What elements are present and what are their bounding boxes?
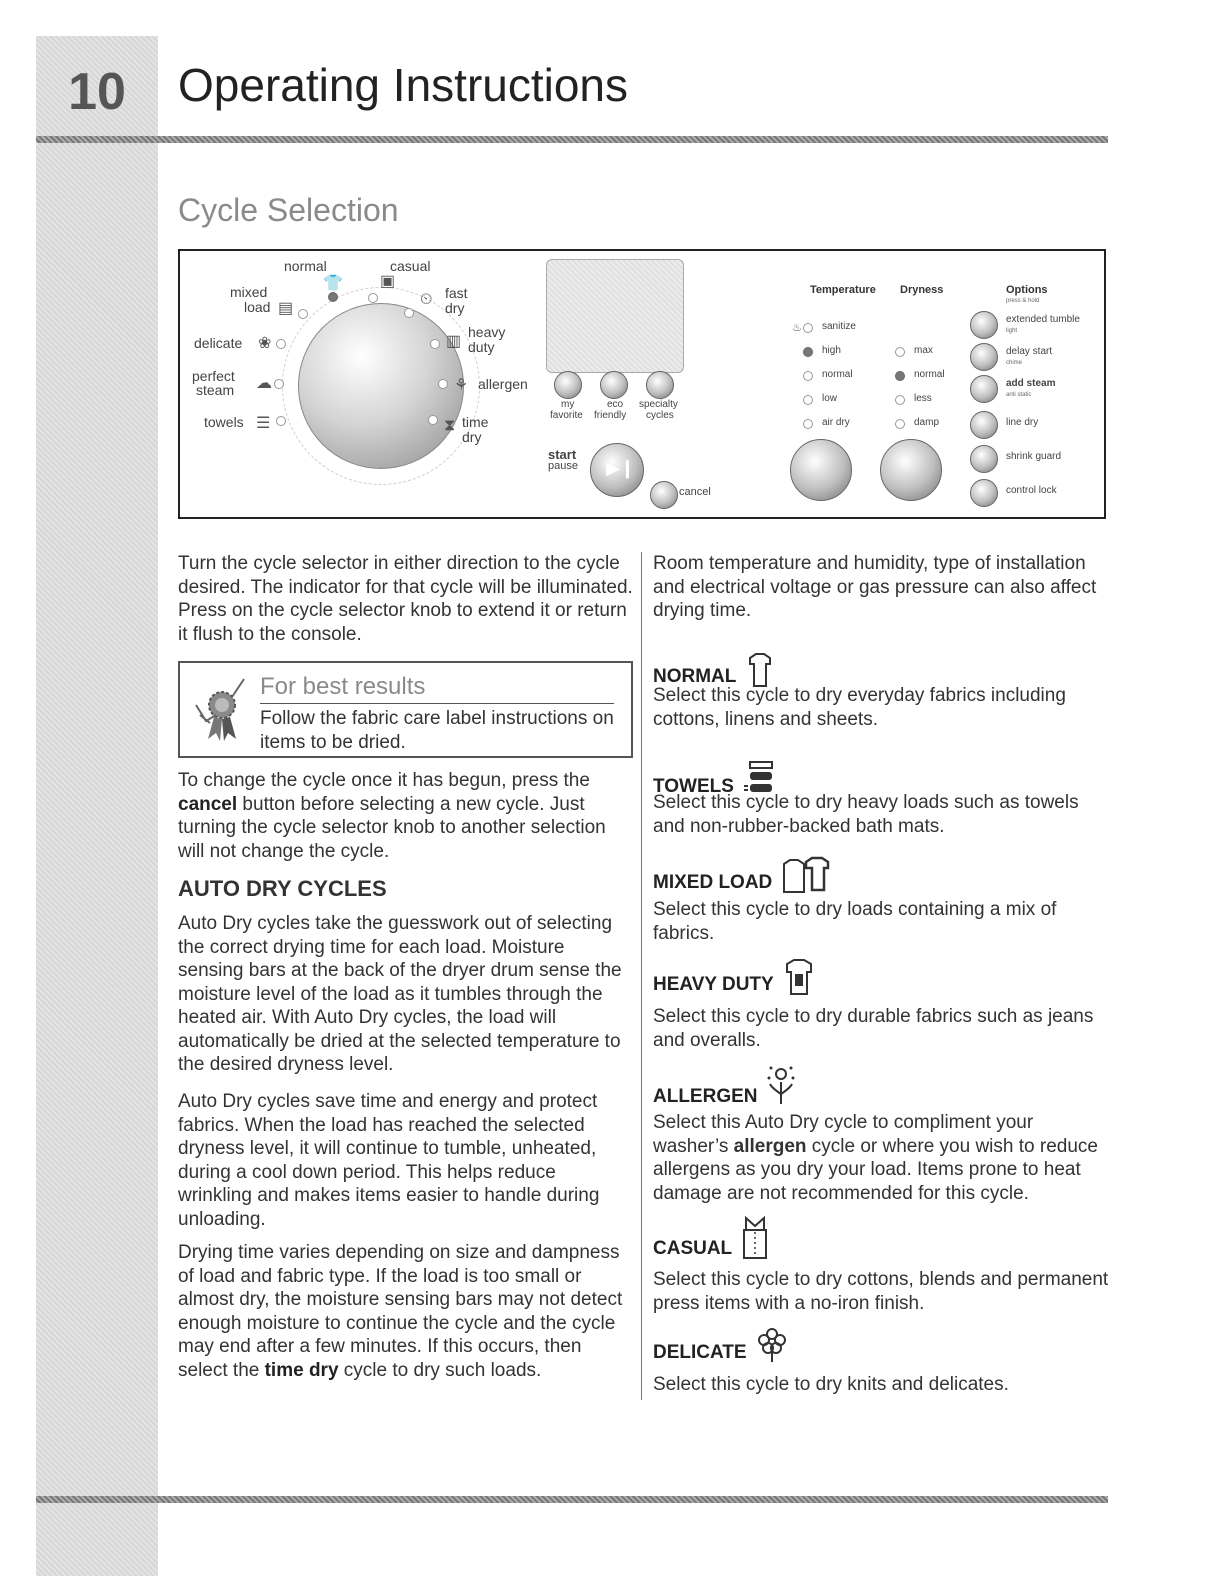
cycle-duty-label: duty xyxy=(468,339,495,355)
pause-label: pause xyxy=(548,460,578,472)
temp-normal-indicator xyxy=(803,371,813,381)
intro-paragraph: Turn the cycle selector in either direction to the cycle desired. The indicator for that cycle will be illuminated. Press on the cycle selector knob to extend it or return it flush to the console. xyxy=(178,553,633,645)
temp-high-indicator xyxy=(803,347,813,357)
specialty-cycles-button[interactable] xyxy=(646,371,674,399)
start-pause-button[interactable] xyxy=(590,443,644,497)
delicate-indicator xyxy=(276,339,286,349)
temp-low-indicator xyxy=(803,395,813,405)
drying-time-factors-text: Room temperature and humidity, type of installation and electrical voltage or gas pressure can also affect drying time. xyxy=(653,553,1097,621)
my-favorite-button[interactable] xyxy=(554,371,582,399)
cycles-label: cycles xyxy=(646,410,674,421)
normal-indicator xyxy=(328,292,338,302)
shrink-guard-button[interactable] xyxy=(970,445,998,473)
dry-less-indicator xyxy=(895,395,905,405)
change-cycle-text-2: button before selecting a new cycle. Just turning the cycle selector knob to another selection will not change the cycle. xyxy=(178,793,606,862)
normal-heading xyxy=(653,652,776,688)
mixed-load-heading xyxy=(653,856,842,894)
cycle-perfect-label: perfect xyxy=(192,368,235,384)
dry-normal-indicator xyxy=(895,371,905,381)
control-panel-illustration xyxy=(178,249,1106,519)
line-dry-button[interactable] xyxy=(970,411,998,439)
eco-label: eco xyxy=(607,399,624,410)
temp-air-dry-label: air dry xyxy=(822,417,850,428)
control-lock-label: control lock xyxy=(1006,485,1057,496)
heavy-duty-icon: ▥ xyxy=(446,333,462,350)
page-sidebar-band xyxy=(36,36,158,1576)
extended-tumble-sub: light xyxy=(1006,328,1018,334)
left-column xyxy=(178,552,633,646)
mixed-load-icon: ▤ xyxy=(278,300,294,317)
favorite-label: favorite xyxy=(550,410,583,421)
casual-description: Select this cycle to dry cottons, blends and permanent press items with a no-iron finish. xyxy=(653,1269,1109,1314)
auto-dry-text-1: Auto Dry cycles take the guesswork out of selecting the correct drying time for each load. Moisture sensing bars at the back of the dryer drum sense the moisture level of the load as it tumbles through the heated air. With Auto Dry cycles, the load will automatically be dried at the selected temperature to the desired dryness level. xyxy=(178,913,622,1075)
line-dry-label: line dry xyxy=(1006,417,1039,428)
cycle-towels-label: towels xyxy=(204,414,244,430)
dry-damp-label: damp xyxy=(914,417,940,428)
dryness-header: Dryness xyxy=(900,284,944,296)
delay-start-sub: chime xyxy=(1006,360,1023,366)
shrink-guard-label: shrink guard xyxy=(1006,451,1062,462)
options-header: Options xyxy=(1006,284,1048,296)
my-label: my xyxy=(561,399,575,410)
casual-shirt-icon xyxy=(740,1216,770,1260)
control-lock-button[interactable] xyxy=(970,479,998,507)
dry-damp-indicator xyxy=(895,419,905,429)
hourglass-icon: ⧗ xyxy=(444,417,456,434)
allergen-heading xyxy=(653,1064,796,1108)
temp-air-dry-indicator xyxy=(803,419,813,429)
page-number: 10 xyxy=(68,63,126,121)
cycle-fast-label: fast xyxy=(445,285,468,301)
towels-description: Select this cycle to dry heavy loads such as towels and non-rubber-backed bath mats. xyxy=(653,792,1079,837)
temp-sanitize-indicator xyxy=(803,323,813,333)
cycle-allergen-label: allergen xyxy=(478,376,528,392)
delicate-heading xyxy=(653,1326,789,1364)
auto-dry-paragraph-1 xyxy=(178,912,633,1077)
cycle-load-label: load xyxy=(244,299,271,315)
casual-shirt-icon: ▣ xyxy=(380,273,396,290)
cycle-delicate-label: delicate xyxy=(194,335,243,351)
allergen-text-1: Select this Auto Dry cycle to compliment your washer’s xyxy=(653,1112,1034,1157)
options-sub-label: press & hold xyxy=(1006,298,1040,304)
towels-icon: ☰ xyxy=(256,415,271,432)
heavy-duty-description: Select this cycle to dry durable fabrics such as jeans and overalls. xyxy=(653,1006,1094,1051)
cycle-normal-label: normal xyxy=(284,258,327,274)
fast-dry-clock-icon: ⏲ xyxy=(420,291,433,308)
dry-max-indicator xyxy=(895,347,905,357)
cycle-time-label: time xyxy=(462,414,489,430)
specialty-label: specialty xyxy=(639,399,678,410)
sanitize-icon: ♨ xyxy=(792,322,802,334)
perfect-steam-indicator xyxy=(274,379,284,389)
fast-dry-indicator xyxy=(404,308,414,318)
change-cycle-paragraph xyxy=(178,769,633,863)
delicate-flower-icon: ❀ xyxy=(258,335,272,352)
friendly-label: friendly xyxy=(594,410,627,421)
auto-dry-heading: AUTO DRY CYCLES xyxy=(178,876,387,901)
auto-dry-paragraph-2 xyxy=(178,1090,633,1231)
towels-indicator xyxy=(276,416,286,426)
cancel-button[interactable] xyxy=(650,481,678,509)
perfect-steam-icon: ☁ xyxy=(256,375,272,392)
auto-dry-text-2: Auto Dry cycles save time and energy and protect fabrics. When the load has reached the selected dryness level, it will continue to tumble, unheated, during a cool down period. This helps reduce wrinkling and makes items easier to handle during unloading. xyxy=(178,1091,600,1230)
delay-start-button[interactable] xyxy=(970,343,998,371)
delicate-flower-icon xyxy=(755,1326,789,1364)
cycle-heavy-label: heavy xyxy=(468,324,506,340)
column-divider xyxy=(641,552,642,1400)
page-title: Operating Instructions xyxy=(178,59,629,111)
callout-divider xyxy=(260,703,614,704)
cycle-steam-label: steam xyxy=(196,382,235,398)
cycle-time-dry-label: dry xyxy=(462,429,482,445)
delicate-heading-text: DELICATE xyxy=(653,1342,747,1363)
change-cycle-text-1: To change the cycle once it has begun, press the xyxy=(178,770,590,791)
temp-high-label: high xyxy=(822,345,841,356)
allergen-description xyxy=(653,1111,1113,1205)
time-dry-bold: time dry xyxy=(264,1359,339,1381)
delicate-description: Select this cycle to dry knits and delicates. xyxy=(653,1374,1009,1395)
normal-heading-text: NORMAL xyxy=(653,666,737,687)
casual-indicator xyxy=(368,293,378,303)
allergen-icon: ⚘ xyxy=(454,377,469,394)
normal-shirt-icon: 👕 xyxy=(323,275,343,292)
allergen-text-2: cycle or where you wish to reduce allergens as you dry your load. Items prone to heat damage are not recommended for this cycle. xyxy=(653,1135,1098,1204)
add-steam-label: add steam xyxy=(1006,378,1056,389)
dry-max-label: max xyxy=(914,345,933,356)
auto-dry-paragraph-3 xyxy=(178,1241,633,1382)
mixed-load-icon xyxy=(780,856,842,894)
eco-friendly-button[interactable] xyxy=(600,371,628,399)
auto-dry-text-3b: cycle to dry such loads. xyxy=(338,1359,542,1381)
extended-tumble-button[interactable] xyxy=(970,311,998,339)
mixed-load-heading-text: MIXED LOAD xyxy=(653,872,773,893)
temperature-header: Temperature xyxy=(810,284,876,296)
mixed-load-indicator xyxy=(298,309,308,319)
towels-heading-text: TOWELS xyxy=(653,776,734,797)
change-cycle-cancel-bold: cancel xyxy=(178,793,238,815)
temp-low-label: low xyxy=(822,393,838,404)
normal-description: Select this cycle to dry everyday fabrics including cottons, linens and sheets. xyxy=(653,685,1066,730)
mixed-load-description: Select this cycle to dry loads containing a mix of fabrics. xyxy=(653,899,1057,944)
callout-text: Follow the fabric care label instructions on items to be dried. xyxy=(260,708,614,753)
allergen-bold: allergen xyxy=(733,1135,807,1157)
start-label: start xyxy=(548,447,577,462)
bottom-rule xyxy=(36,1496,1108,1503)
delay-start-label: delay start xyxy=(1006,346,1053,357)
temp-normal-label: normal xyxy=(822,369,853,380)
temperature-button[interactable] xyxy=(790,439,852,501)
right-column-intro xyxy=(653,552,1108,623)
extended-tumble-label: extended tumble xyxy=(1006,314,1080,325)
normal-shirt-icon xyxy=(744,652,776,688)
heavy-duty-icon xyxy=(782,958,816,996)
cycle-mixed-label: mixed xyxy=(230,284,268,300)
auto-dry-text-3a: Drying time varies depending on size and dampness of load and fabric type. If the load is too small or almost dry, the moisture sensing bars may not detect enough moisture to continue the cycle and the cycle may end after a few minutes. If this occurs, then select the xyxy=(178,1242,623,1381)
lcd-display xyxy=(546,259,684,373)
best-results-callout xyxy=(178,661,633,758)
cycle-fast-dry-label: dry xyxy=(445,300,465,316)
allergen-flower-icon xyxy=(766,1064,796,1108)
cancel-label: cancel xyxy=(679,486,711,498)
allergen-indicator xyxy=(438,379,448,389)
dry-normal-label: normal xyxy=(914,369,945,380)
cycle-casual-label: casual xyxy=(390,258,431,274)
heavy-duty-indicator xyxy=(430,339,440,349)
casual-heading-text: CASUAL xyxy=(653,1238,733,1259)
award-ribbon-icon xyxy=(192,675,252,745)
add-steam-sub: anti static xyxy=(1006,392,1032,398)
casual-heading xyxy=(653,1216,770,1260)
heavy-duty-heading-text: HEAVY DUTY xyxy=(653,974,774,995)
temp-sanitize-label: sanitize xyxy=(822,321,856,332)
section-title: Cycle Selection xyxy=(178,192,399,228)
time-dry-indicator xyxy=(428,415,438,425)
allergen-heading-text: ALLERGEN xyxy=(653,1086,758,1107)
callout-title: For best results xyxy=(260,673,426,700)
dry-less-label: less xyxy=(914,393,932,404)
dryness-button[interactable] xyxy=(880,439,942,501)
top-rule xyxy=(36,136,1108,143)
add-steam-button[interactable] xyxy=(970,375,998,403)
heavy-duty-heading xyxy=(653,958,816,996)
